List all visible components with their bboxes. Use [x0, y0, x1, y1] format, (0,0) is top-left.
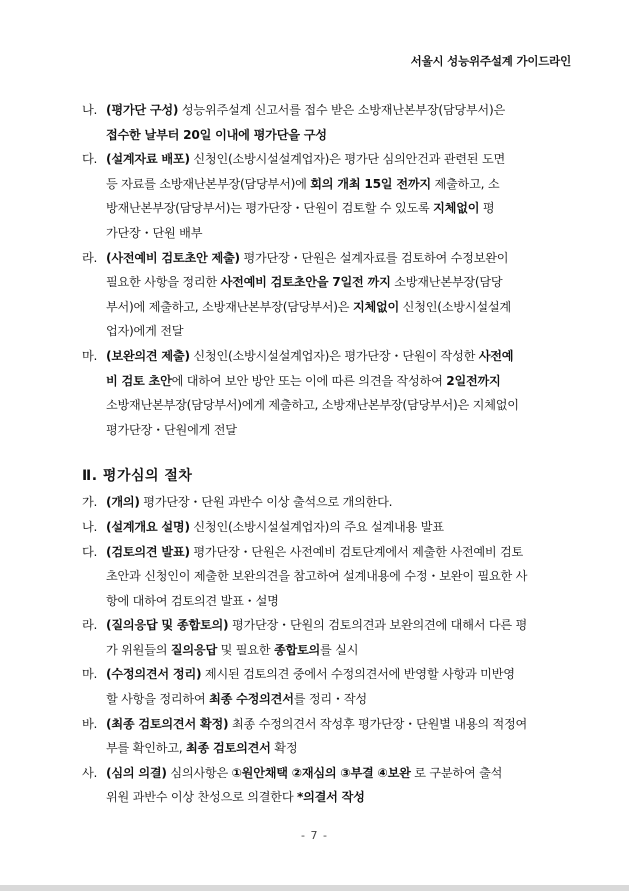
list-item	[82, 761, 577, 810]
item-marker: 다.	[82, 544, 98, 559]
item-body	[106, 490, 577, 515]
text-run: 신청인(소방시설설계	[399, 299, 511, 314]
text-line	[106, 246, 577, 271]
item-body	[106, 662, 577, 711]
text-run: 방재난본부장(담당부서)는 평가단장・단원이 검토할 수 있도록	[106, 201, 434, 216]
text-run: 신청인(소방시설설계업자)은 평가단장・단원이 작성한	[189, 348, 479, 363]
text-line	[106, 638, 577, 663]
text-line	[106, 761, 577, 786]
list-item	[82, 515, 577, 540]
item-body	[106, 147, 577, 245]
bold-text: 질의응답	[170, 642, 217, 657]
bold-text: ①원안채택 ②재심의 ③부결 ④보완	[231, 765, 411, 780]
text-line	[106, 344, 577, 369]
text-run: 에 대하여 보안 방안 또는 이에 따른 의견을 작성하여	[171, 373, 447, 388]
text-run: 성능위주설계 신고서를 접수 받은 소방재난본부장(담당부서)은	[178, 103, 505, 117]
text-run: 평가단장・단원의 검토의견과 보완의견에 대해서 다른 평	[228, 618, 528, 633]
item-marker: 가.	[82, 495, 98, 510]
text-line	[106, 736, 577, 761]
bold-text: 종합토의	[273, 642, 321, 657]
text-run: 할 사항을 정리하여	[106, 692, 210, 707]
item-marker: 다.	[82, 152, 98, 167]
bold-text: 지체없이	[352, 299, 400, 314]
text-line	[106, 540, 577, 565]
item-marker: 나.	[82, 103, 98, 117]
text-run: 를 실시	[320, 642, 359, 657]
list-item	[82, 344, 577, 442]
bold-text: (설계자료 배포)	[106, 152, 190, 167]
bold-text: (평가단 구성)	[106, 103, 179, 117]
text-run: 항에 대하여 검토의견 발표・설명	[106, 593, 279, 608]
text-run: 및 필요한	[216, 642, 274, 657]
text-line	[106, 196, 577, 221]
item-body	[106, 98, 577, 147]
list-item	[82, 246, 577, 344]
text-run: 평가단장・단원은 설계자료를 검토하여 수정보완이	[239, 250, 509, 265]
bold-text: 사전예비 검토초안을 7일전 까지	[220, 275, 391, 290]
text-line	[106, 589, 577, 614]
text-run: 부서)에 제출하고, 소방재난본부장(담당부서)은	[106, 299, 353, 314]
text-line	[106, 369, 577, 394]
text-run: 제출하고, 소	[430, 176, 500, 191]
bold-text: 최종 검토의견서	[186, 741, 271, 756]
list-item	[82, 147, 577, 245]
text-line	[106, 687, 577, 712]
list-item	[82, 712, 577, 761]
item-body	[106, 712, 577, 761]
text-line	[106, 295, 577, 320]
bold-text: (설계개요 설명)	[106, 519, 190, 534]
bold-text: 회의 개최 15일 전까지	[310, 176, 431, 191]
text-run: 심의사항은	[166, 765, 232, 780]
top-item-list	[82, 98, 577, 442]
text-run: 신청인(소방시설설계업자)은 평가단 심의안건과 관련된 도면	[189, 152, 505, 167]
text-line	[106, 785, 577, 810]
text-line	[106, 712, 577, 737]
header-title: 서울시 성능위주설계 가이드라인	[410, 54, 571, 68]
item-marker: 라.	[82, 618, 98, 633]
bottom-item-list	[82, 490, 577, 810]
list-item	[82, 662, 577, 711]
content	[82, 98, 577, 810]
bold-text: (보완의견 제출)	[106, 348, 190, 363]
bold-text: 비 검토 초안	[106, 373, 172, 388]
text-line	[106, 393, 577, 418]
text-run: 가단장・단원 배부	[106, 225, 203, 240]
bold-text: (개의)	[106, 495, 140, 510]
text-line	[106, 418, 577, 443]
section-title: Ⅱ. 평가심의 절차	[82, 468, 193, 485]
text-line	[106, 221, 577, 246]
text-line	[106, 172, 577, 197]
bold-text: 최종 수정의견서	[209, 692, 294, 707]
text-run: 평가단장・단원 과반수 이상 출석으로 개의한다.	[139, 495, 393, 510]
bold-text: *의결서 작성	[296, 790, 365, 805]
list-item	[82, 490, 577, 515]
item-body	[106, 344, 577, 442]
item-marker: 바.	[82, 716, 98, 731]
text-line	[106, 662, 577, 687]
text-run: 평가단장・단원에게 전달	[106, 422, 237, 437]
page-number: - 7 -	[301, 829, 328, 842]
item-body	[106, 613, 577, 662]
item-marker: 마.	[82, 348, 98, 363]
text-run: 가 위원들의	[106, 642, 171, 657]
list-item	[82, 613, 577, 662]
bold-text: 지체없이	[433, 201, 480, 216]
list-item	[82, 540, 577, 614]
text-run: 업자)에게 전달	[106, 324, 184, 339]
bold-text: (사전예비 검토초안 제출)	[106, 250, 240, 265]
text-run: 평가단장・단원은 사전예비 검토단계에서 제출한 사전예비 검토	[189, 544, 524, 559]
item-marker: 사.	[82, 765, 98, 780]
item-marker: 마.	[82, 667, 98, 682]
item-body	[106, 761, 577, 810]
text-run: 소방재난본부장(담당	[390, 275, 503, 290]
bold-text: 접수한 날부터 20일 이내에 평가단을 구성	[106, 127, 327, 142]
bold-text: (검토의견 발표)	[106, 544, 190, 559]
text-run: 위원 과반수 이상 찬성으로 의결한다	[106, 790, 297, 805]
text-line	[106, 147, 577, 172]
list-item	[82, 98, 577, 147]
text-line	[106, 613, 577, 638]
bold-text: (수정의견서 정리)	[106, 667, 202, 682]
bottom-divider	[0, 885, 629, 891]
text-line	[106, 98, 577, 123]
text-run: 로 구분하여 출석	[410, 765, 503, 780]
item-marker: 나.	[82, 519, 98, 534]
bold-text: (질의응답 및 종합토의)	[106, 618, 229, 633]
text-run: 초안과 신청인이 제출한 보완의견을 참고하여 설계내용에 수정・보완이 필요한 사	[106, 569, 528, 584]
text-run: 부를 확인하고,	[106, 741, 187, 756]
text-line	[106, 123, 577, 148]
bold-text: 2일전까지	[446, 373, 501, 388]
item-body	[106, 515, 577, 540]
item-marker: 라.	[82, 250, 98, 265]
text-run: 신청인(소방시설설계업자)의 주요 설계내용 발표	[189, 519, 444, 534]
text-run: 최종 수정의견서 작성후 평가단장・단원별 내용의 적정여	[228, 716, 528, 731]
text-run: 확정	[270, 741, 298, 756]
text-run: 등 자료를 소방재난본부장(담당부서)에	[106, 176, 311, 191]
item-body	[106, 246, 577, 344]
text-line	[106, 490, 577, 515]
text-run: 제시된 검토의견 중에서 수정의견서에 반영할 사항과 미반영	[201, 667, 515, 682]
text-line	[106, 515, 577, 540]
text-line	[106, 319, 577, 344]
text-line	[106, 564, 577, 589]
item-body	[106, 540, 577, 614]
text-run: 소방재난본부장(담당부서)에게 제출하고, 소방재난본부장(담당부서)은 지체없이	[106, 398, 519, 413]
bold-text: (심의 의결)	[106, 765, 167, 780]
text-run: 평	[479, 201, 495, 216]
text-run: 를 정리・작성	[293, 692, 367, 707]
bold-text: 사전예	[478, 348, 514, 363]
text-run: 필요한 사항을 정리한	[106, 275, 221, 290]
text-line	[106, 270, 577, 295]
bold-text: (최종 검토의견서 확정)	[106, 716, 229, 731]
